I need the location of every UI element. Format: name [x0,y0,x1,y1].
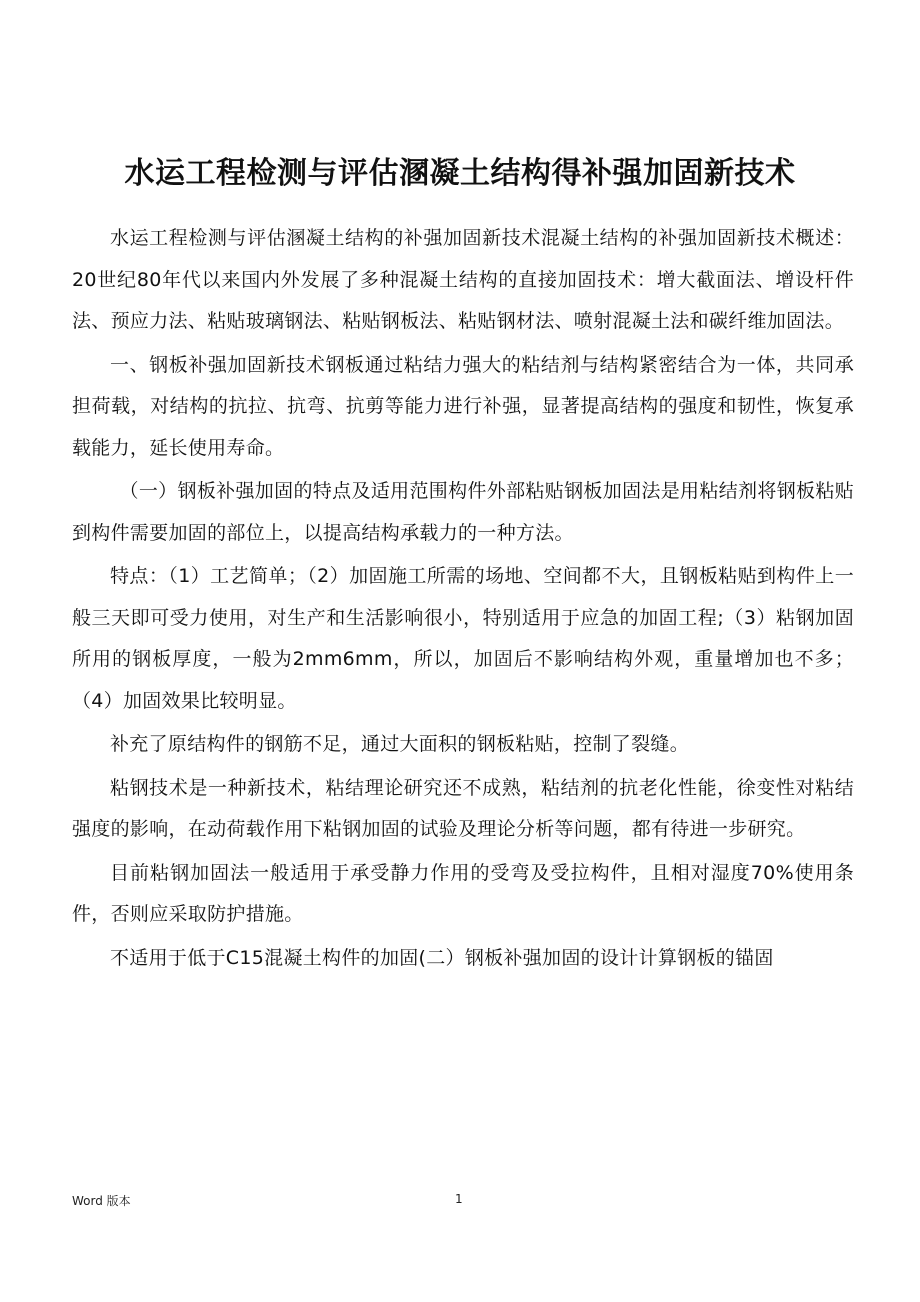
page-title: 水运工程检测与评估溷凝土结构得补强加固新技术 [124,156,796,192]
paragraph-rebar-supplement: 补充了原结构件的钢筋不足，通过大面积的钢板粘贴，控制了裂缝。 [110,733,690,755]
footer-label: Word 版本 [72,1194,131,1208]
paragraph-overview: 水运工程检测与评估溷凝土结构的补强加固新技术混凝土结构的补强加固新技术概述：20世纪80年代以来国内外发展了多种混凝土结构的直接加固技术：增大截面法、增设杆件法、预应力法、粘贴玻璃钢法、粘贴钢板法、粘贴钢材法、喷射混凝土法和碳纤维加固法。 [72,227,854,332]
document-body [72,218,854,981]
page-number: 1 [455,1192,463,1206]
page-footer [0,1192,920,1216]
paragraph-characteristics: 特点：（1）工艺简单；（2）加固施工所需的场地、空间都不大，且钢板粘贴到构件上一般三天即可受力使用，对生产和生活影响很小，特别适用于应急的加固工程;（3）粘钢加固所用的钢板厚度，一般为2mm6mm，所以，加固后不影响结构外观，重量增加也不多；（4）加固效果比较明显。 [72,565,854,712]
paragraph-applicability: 目前粘钢加固法一般适用于承受静力作用的受弯及受拉构件，且相对湿度70%使用条件，否则应采取防护措施。 [72,861,854,925]
paragraph-research: 粘钢技术是一种新技术，粘结理论研究还不成熟，粘结剂的抗老化性能，徐变性对粘结强度的影响，在动荷载作用下粘钢加固的试验及理论分析等问题，都有待进一步研究。 [72,776,854,840]
paragraph-features-scope: （一）钢板补强加固的特点及适用范围构件外部粘贴钢板加固法是用粘结剂将钢板粘贴到构件需要加固的部位上，以提高结构承载力的一种方法。 [72,480,854,544]
paragraph-limitations: 不适用于低于C15混凝土构件的加固(二）钢板补强加固的设计计算钢板的锚固 [110,946,774,969]
paragraph-steel-plate-intro: 一、钢板补强加固新技术钢板通过粘结力强大的粘结剂与结构紧密结合为一体，共同承担荷载，对结构的抗拉、抗弯、抗剪等能力进行补强，显著提高结构的强度和韧性，恢复承载能力，延长使用寿命。 [72,353,854,459]
